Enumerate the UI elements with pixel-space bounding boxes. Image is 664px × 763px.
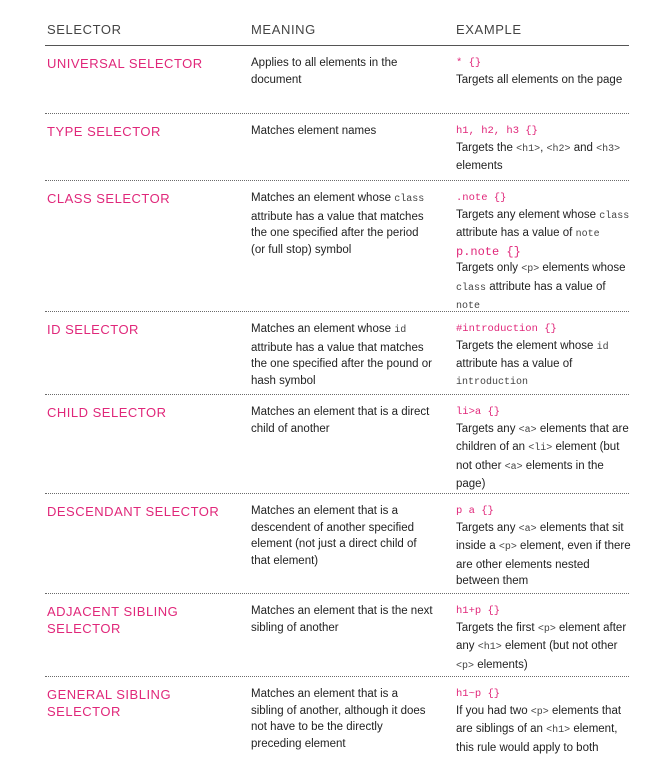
selector-meaning: Matches an element that is a direct child of another xyxy=(251,406,430,435)
selector-example xyxy=(456,321,631,391)
selector-name: ADJACENT SIBLING SELECTOR xyxy=(47,604,179,636)
selector-name: CLASS SELECTOR xyxy=(47,191,171,206)
table-row xyxy=(45,114,629,181)
table-row xyxy=(45,594,629,677)
example-code: h1~p {} xyxy=(456,688,501,700)
example-code: li>a {} xyxy=(456,406,501,418)
table-row xyxy=(45,677,629,763)
table-row xyxy=(45,312,629,395)
selector-meaning: Matches an element that is the next sibling of another xyxy=(251,605,433,634)
selector-name: ID SELECTOR xyxy=(47,322,139,337)
table-header xyxy=(45,20,629,46)
example-description: Targets the <h1>, <h2> and <h3> elements xyxy=(456,141,621,172)
selector-example xyxy=(456,503,631,590)
table-row xyxy=(45,46,629,114)
selector-example xyxy=(456,55,631,88)
selector-meaning: Applies to all elements in the document xyxy=(251,57,398,86)
selector-name: DESCENDANT SELECTOR xyxy=(47,504,220,519)
selector-name: UNIVERSAL SELECTOR xyxy=(47,56,203,71)
example-description: Targets the element whose id attribute has a value of introduction xyxy=(456,339,609,388)
example-code-2: p.note {} xyxy=(456,244,521,259)
selector-meaning: Matches an element that is a sibling of another, although it does not have to be the directly preceding element xyxy=(251,688,426,750)
example-code: p a {} xyxy=(456,505,494,517)
selector-name: GENERAL SIBLING SELECTOR xyxy=(47,687,172,719)
example-description: If you had two <p> elements that are siblings of an <h1> element, this rule would apply to both xyxy=(456,704,622,754)
header-selector: SELECTOR xyxy=(47,22,122,37)
selector-example xyxy=(456,603,631,675)
css-selectors-table xyxy=(45,20,631,754)
selector-example xyxy=(456,123,631,175)
selector-meaning: Matches an element whose class attribute has a value that matches the one specified after the period (or full stop) symbol xyxy=(251,192,425,256)
example-code: * {} xyxy=(456,57,482,69)
header-example: EXAMPLE xyxy=(456,22,522,37)
example-description: Targets any element whose class attribute has a value of note xyxy=(456,208,630,240)
table-row xyxy=(45,181,629,312)
selector-example xyxy=(456,190,631,316)
example-code: h1, h2, h3 {} xyxy=(456,125,538,137)
header-meaning: MEANING xyxy=(251,22,316,37)
selector-meaning: Matches an element whose id attribute has a value that matches the one specified after the pound or hash symbol xyxy=(251,323,432,387)
table-row xyxy=(45,395,629,494)
example-code: h1+p {} xyxy=(456,605,501,617)
selector-meaning: Matches an element that is a descendent of another specified element (not just a direct child of that element) xyxy=(251,505,417,567)
table-row xyxy=(45,494,629,594)
selector-name: CHILD SELECTOR xyxy=(47,405,167,420)
example-description: Targets any <a> elements that sit inside a <p> element, even if there are other elements nested between them xyxy=(456,521,631,587)
example-code: #introduction {} xyxy=(456,323,557,335)
selector-example xyxy=(456,686,631,756)
example-description-2: Targets only <p> elements whose class attribute has a value of note xyxy=(456,262,626,312)
example-description: Targets all elements on the page xyxy=(456,73,623,86)
example-code: .note {} xyxy=(456,192,507,204)
selector-name: TYPE SELECTOR xyxy=(47,124,161,139)
example-description: Targets the first <p> element after any <h1> element (but not other <p> elements) xyxy=(456,621,627,672)
example-description: Targets any <a> elements that are children of an <li> element (but not other <a> elements in the page) xyxy=(456,422,629,490)
selector-example xyxy=(456,404,631,493)
selector-meaning: Matches element names xyxy=(251,125,377,137)
